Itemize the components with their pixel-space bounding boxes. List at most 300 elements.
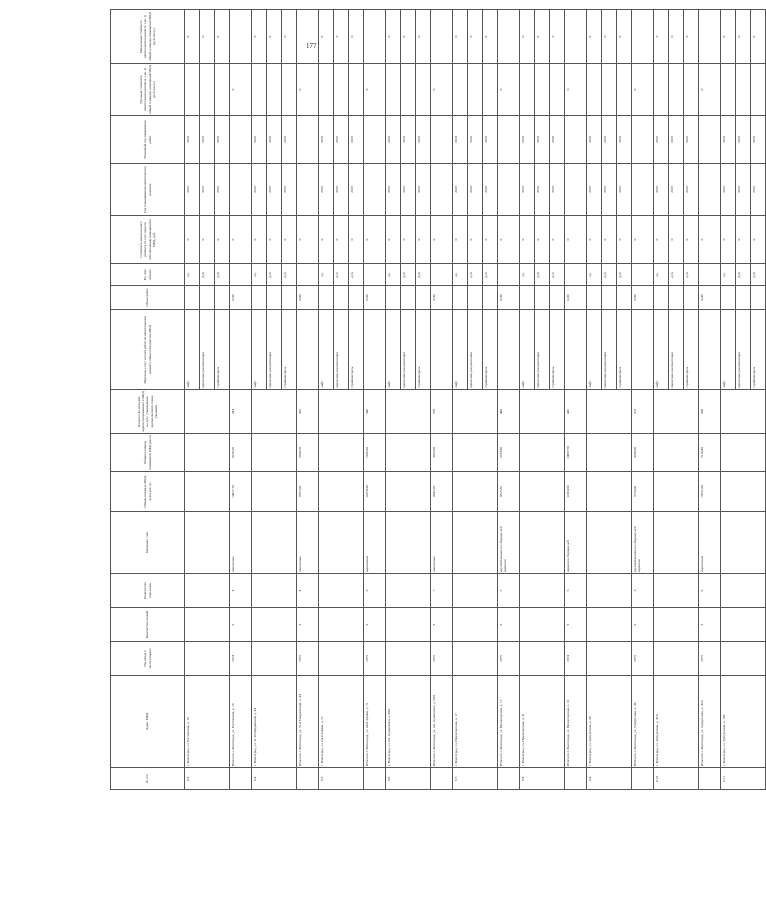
table-cell: проектная документация — [267, 310, 282, 390]
table-cell — [632, 310, 654, 390]
table-cell — [386, 642, 431, 676]
table-cell: 0 — [617, 10, 632, 64]
table-cell: г. Волгоград, ул. Ростовская, д. 19 — [185, 676, 230, 768]
table-cell: 0 — [297, 64, 319, 116]
table-cell: 0 — [252, 216, 267, 264]
table-cell — [520, 642, 565, 676]
table-cell: 0 — [431, 216, 453, 264]
table-cell: 0 — [386, 216, 401, 264]
table-cell: 6.4. — [252, 768, 297, 790]
table-cell: 2019 — [684, 164, 699, 216]
table-cell: 0 — [453, 10, 468, 64]
column-header: Год ввода в эксплуатацию — [111, 642, 185, 676]
table-cell: 6.11. — [721, 768, 766, 790]
table-cell: 0 — [334, 10, 349, 64]
table-cell — [699, 264, 721, 286]
table-cell — [453, 434, 498, 472]
table-cell — [632, 768, 654, 790]
table-cell: 0 — [453, 216, 468, 264]
table-cell — [185, 390, 230, 434]
table-cell: ед. — [520, 264, 535, 286]
table-cell: 2019 — [215, 164, 230, 216]
table-cell: 0 — [416, 216, 431, 264]
table-cell — [453, 608, 498, 642]
table-cell: 0 — [431, 64, 453, 116]
column-header: Количество этажей — [111, 608, 185, 642]
table-cell — [565, 264, 587, 286]
table-cell — [587, 434, 632, 472]
table-cell — [252, 642, 297, 676]
table-cell: проектная документация — [401, 310, 416, 390]
table-cell — [319, 64, 334, 116]
table-cell: 2019 — [282, 116, 297, 164]
table-cell — [185, 472, 230, 512]
table-cell: стройконтроль — [550, 310, 565, 390]
table-cell: кирпичные — [699, 512, 721, 574]
table-cell: Итого по г. Волгоград, ул. Удмуртская, д. 38 — [632, 676, 654, 768]
table-cell: 2018 — [483, 164, 498, 216]
table-cell: 0 — [349, 216, 364, 264]
table-cell: лифт — [386, 310, 401, 390]
table-cell: 2019 — [282, 164, 297, 216]
table-row — [699, 10, 721, 790]
table-cell: стройконтроль — [684, 310, 699, 390]
table-cell — [535, 64, 550, 116]
table-cell: руб. — [483, 264, 498, 286]
table-cell: 2018 — [535, 164, 550, 216]
table-cell: 2019 — [386, 116, 401, 164]
table-cell: проектная документация — [535, 310, 550, 390]
table-cell — [319, 390, 364, 434]
table-cell: 2018 — [535, 116, 550, 164]
table-cell: 0 — [721, 216, 736, 264]
table-cell — [654, 434, 699, 472]
table-cell: 0 — [364, 216, 386, 264]
table-cell — [520, 512, 565, 574]
table-cell — [364, 310, 386, 390]
table-cell — [654, 64, 669, 116]
table-cell: 6 — [699, 574, 721, 608]
table-cell — [587, 390, 632, 434]
table-cell — [230, 310, 252, 390]
table-cell — [252, 434, 297, 472]
table-cell — [520, 390, 565, 434]
table-cell: руб. — [349, 264, 364, 286]
table-cell — [185, 642, 230, 676]
table-cell: каркасно-сборные ж/б — [565, 512, 587, 574]
table-cell: 11453,90 — [565, 472, 587, 512]
table-cell — [602, 286, 617, 310]
table-cell: 0 — [230, 216, 252, 264]
table-cell: 0 — [565, 216, 587, 264]
table-cell — [498, 310, 520, 390]
table-cell: 4 — [297, 574, 319, 608]
table-cell: 0 — [684, 10, 699, 64]
table-cell: 1975 — [297, 642, 319, 676]
table-cell — [334, 286, 349, 310]
table-cell — [297, 164, 319, 216]
table-cell: 2018 — [468, 164, 483, 216]
table-cell — [185, 434, 230, 472]
table-cell: руб. — [468, 264, 483, 286]
table-cell: руб. — [401, 264, 416, 286]
table-cell: руб. — [617, 264, 632, 286]
table-cell: 11070,30 — [364, 472, 386, 512]
table-cell — [498, 768, 520, 790]
table-cell — [431, 768, 453, 790]
table-cell — [468, 64, 483, 116]
table-cell: 0 — [736, 216, 751, 264]
table-cell: 6.6. — [386, 768, 431, 790]
table-cell: 0,00 — [364, 286, 386, 310]
table-cell: 335 — [297, 390, 319, 434]
table-cell: 0 — [654, 10, 669, 64]
table-cell: проектная документация — [736, 310, 751, 390]
table-cell: 1974 — [565, 642, 587, 676]
table-row — [498, 10, 520, 790]
table-cell — [230, 10, 252, 64]
table-cell — [453, 472, 498, 512]
table-cell: крупноблочные из сборных ж/б каркасов — [498, 512, 520, 574]
table-cell — [230, 116, 252, 164]
table-cell: 5 — [498, 574, 520, 608]
table-cell: 0,00 — [565, 286, 587, 310]
table-cell — [654, 472, 699, 512]
table-cell: г. Волгоград, ул. Пролетарская, д. 17 — [453, 676, 498, 768]
table-cell — [319, 434, 364, 472]
table-cell — [498, 116, 520, 164]
table-cell: Итого по г. Волгоград, ул. им. Одоевского, д. 68А — [431, 676, 453, 768]
table-cell: 0 — [297, 216, 319, 264]
table-cell: 0 — [334, 216, 349, 264]
table-cell — [252, 608, 297, 642]
table-cell: 0 — [751, 10, 766, 64]
table-cell — [386, 434, 431, 472]
table-cell — [587, 642, 632, 676]
table-cell: стройконтроль — [349, 310, 364, 390]
table-cell: руб. — [669, 264, 684, 286]
table-cell: 1975 — [632, 642, 654, 676]
table-cell: руб. — [267, 264, 282, 286]
table-cell: 0 — [736, 10, 751, 64]
table-cell: руб. — [602, 264, 617, 286]
table-cell: 2019 — [602, 116, 617, 164]
table-cell: 0 — [498, 64, 520, 116]
table-cell — [565, 310, 587, 390]
table-cell: Итого по г. Волгоград, ул. Пролетарская, д. 31 — [565, 676, 587, 768]
table-cell — [364, 164, 386, 216]
table-cell: руб. — [334, 264, 349, 286]
table-cell: 2019 — [267, 164, 282, 216]
table-cell — [617, 64, 632, 116]
table-cell: 0 — [401, 216, 416, 264]
table-cell: г. Волгоград, ул. Удмуртская, д. 47А — [654, 676, 699, 768]
table-cell: г. Волгоград, ул. им. Одоевского, д. 68А — [386, 676, 431, 768]
column-header: Удельная стоимость капитального ремонта 1 кв. м общей площади помещений МКД (руб./кв.м.) — [111, 64, 185, 116]
table-cell — [520, 434, 565, 472]
table-cell: 0 — [721, 10, 736, 64]
table-cell: панельные — [230, 512, 252, 574]
table-cell: стройконтроль — [483, 310, 498, 390]
table-cell: 279 — [431, 390, 453, 434]
table-cell: 0 — [520, 10, 535, 64]
table-cell: 9 — [431, 608, 453, 642]
table-cell — [751, 64, 766, 116]
column-header: Предельная стоимость капитального ремонта 1 кв. м общей площади помещений МКД (руб./кв.м.) — [111, 10, 185, 64]
table-row — [520, 10, 535, 790]
table-cell: 0 — [699, 64, 721, 116]
table-cell — [386, 472, 431, 512]
table-cell: г. Волгоград, ул. Удмуртская, д. 38 — [587, 676, 632, 768]
table-cell — [185, 574, 230, 608]
table-cell — [386, 574, 431, 608]
table-cell: 0 — [468, 216, 483, 264]
table-cell: 2019 — [751, 116, 766, 164]
table-cell — [654, 390, 699, 434]
table-cell: 2019 — [334, 164, 349, 216]
table-cell — [498, 10, 520, 64]
column-header: Ед. изм. объема — [111, 264, 185, 286]
column-header: Год планирования капитального ремонта — [111, 164, 185, 216]
table-cell: 0 — [267, 216, 282, 264]
table-cell: Итого по г. Волгоград, ул. Пролетарская, д. 17 — [498, 676, 520, 768]
table-cell — [252, 286, 267, 310]
table-cell: 2018 — [453, 164, 468, 216]
table-cell: 1975 — [431, 642, 453, 676]
table-cell: руб. — [200, 264, 215, 286]
table-cell: руб. — [416, 264, 431, 286]
table-cell: 6.5. — [319, 768, 364, 790]
table-cell: проектная документация — [669, 310, 684, 390]
table-cell: 0 — [669, 216, 684, 264]
table-cell: 273 — [632, 390, 654, 434]
table-cell: 3 — [632, 574, 654, 608]
table-cell: 2019 — [602, 164, 617, 216]
table-cell: 546 — [364, 390, 386, 434]
column-header: Стоимость капитального ремонта за счет средств собственников помещений в МКД, руб. — [111, 216, 185, 264]
table-cell — [252, 512, 297, 574]
table-cell — [550, 64, 565, 116]
table-cell: 2019 — [617, 164, 632, 216]
table-cell — [364, 264, 386, 286]
table-cell — [632, 264, 654, 286]
table-cell: 2019 — [200, 116, 215, 164]
table-cell: 2018 — [520, 116, 535, 164]
table-cell: 0 — [282, 216, 297, 264]
table-cell: 2019 — [684, 116, 699, 164]
table-cell: 0 — [550, 10, 565, 64]
table-cell — [319, 642, 364, 676]
table-cell: 0,00 — [431, 286, 453, 310]
table-cell — [319, 574, 364, 608]
table-body — [185, 10, 766, 790]
table-cell — [431, 116, 453, 164]
table-cell — [252, 390, 297, 434]
table-cell — [699, 768, 721, 790]
table-cell: 2019 — [617, 116, 632, 164]
table-cell: 2018 — [483, 116, 498, 164]
table-cell: 0,00 — [230, 286, 252, 310]
table-cell: 2019 — [416, 116, 431, 164]
table-cell: 10097,70 — [565, 434, 587, 472]
table-cell: 0 — [699, 216, 721, 264]
table-cell: 2019 — [736, 116, 751, 164]
table-cell: проектная документация — [602, 310, 617, 390]
table-cell: г. Волгоград, ул. Удмуртская, д. 103 — [721, 676, 766, 768]
table-cell: 2018 — [453, 116, 468, 164]
table-cell — [319, 286, 334, 310]
table-cell — [483, 286, 498, 310]
table-cell: 2019 — [654, 164, 669, 216]
table-cell: 0 — [215, 10, 230, 64]
table-cell — [185, 608, 230, 642]
table-cell — [252, 64, 267, 116]
table-cell — [498, 264, 520, 286]
table-cell: 0 — [684, 216, 699, 264]
table-cell — [684, 64, 699, 116]
table-cell: 2019 — [349, 116, 364, 164]
table-cell: 2019 — [386, 164, 401, 216]
table-cell — [252, 574, 297, 608]
table-cell — [416, 286, 431, 310]
table-cell — [699, 310, 721, 390]
table-cell: проектная документация — [334, 310, 349, 390]
table-cell: 2019 — [721, 116, 736, 164]
table-cell — [453, 642, 498, 676]
table-cell: руб. — [215, 264, 230, 286]
table-cell: 2019 — [587, 116, 602, 164]
table-cell: 0 — [602, 216, 617, 264]
table-cell — [565, 116, 587, 164]
table-cell: 2019 — [200, 164, 215, 216]
table-cell: Итого по г. Волгоград, ул. Удмуртская, д. 47А — [699, 676, 721, 768]
table-cell: стройконтроль — [751, 310, 766, 390]
table-cell: 0 — [617, 216, 632, 264]
table-cell — [364, 768, 386, 790]
column-header: Количество подъездов — [111, 574, 185, 608]
table-cell: 1975 — [498, 642, 520, 676]
table-cell — [267, 286, 282, 310]
table-cell: 9 — [632, 608, 654, 642]
table-cell: лифт — [721, 310, 736, 390]
table-cell: лифт — [587, 310, 602, 390]
table-cell: 2018 — [468, 116, 483, 164]
table-row — [297, 10, 319, 790]
repair-plan-table — [110, 9, 766, 790]
table-cell — [386, 390, 431, 434]
table-cell — [431, 310, 453, 390]
table-cell: 9815,32 — [498, 472, 520, 512]
table-cell — [721, 574, 766, 608]
table-cell — [431, 164, 453, 216]
table-row — [364, 10, 386, 790]
table-cell: 0 — [185, 216, 200, 264]
table-cell: 5776,00 — [632, 472, 654, 512]
table-cell — [520, 608, 565, 642]
table-cell: 0 — [654, 216, 669, 264]
table-cell: 7630,78 — [297, 434, 319, 472]
table-cell: 344 — [230, 390, 252, 434]
table-cell — [587, 472, 632, 512]
table-cell: 0,00 — [699, 286, 721, 310]
table-cell — [453, 512, 498, 574]
table-cell — [721, 390, 766, 434]
table-cell — [483, 64, 498, 116]
table-cell: 10751,60 — [699, 472, 721, 512]
column-header: Плановый год завершения работ — [111, 116, 185, 164]
table-cell — [185, 512, 230, 574]
table-cell — [297, 116, 319, 164]
table-cell — [736, 286, 751, 310]
table-cell — [684, 286, 699, 310]
table-cell — [364, 116, 386, 164]
table-cell: 208 — [699, 390, 721, 434]
table-cell: 2019 — [736, 164, 751, 216]
table-cell: 5 — [565, 574, 587, 608]
column-header: Адрес МКД — [111, 676, 185, 768]
table-cell: 2019 — [349, 164, 364, 216]
table-cell: 2019 — [669, 116, 684, 164]
table-cell: 0 — [200, 10, 215, 64]
table-cell — [334, 64, 349, 116]
page-number: 177 — [306, 42, 317, 50]
table-cell: стройконтроль — [416, 310, 431, 390]
table-row — [587, 10, 602, 790]
table-cell — [453, 390, 498, 434]
table-cell: руб. — [736, 264, 751, 286]
table-cell: 0 — [185, 10, 200, 64]
table-cell — [699, 10, 721, 64]
table-cell: 0 — [319, 216, 334, 264]
table-cell — [721, 64, 736, 116]
table-cell: 9 — [297, 608, 319, 642]
table-cell — [721, 512, 766, 574]
table-row — [230, 10, 252, 790]
table-cell — [565, 768, 587, 790]
table-cell: 0 — [587, 10, 602, 64]
table-cell: 0 — [200, 216, 215, 264]
table-cell: 10417,70 — [230, 472, 252, 512]
table-row — [252, 10, 267, 790]
table-cell: 9 — [565, 608, 587, 642]
table-cell: 2019 — [334, 116, 349, 164]
table-cell: 2019 — [751, 164, 766, 216]
table-cell: 7299,20 — [364, 434, 386, 472]
table-cell: 448 — [498, 390, 520, 434]
table-cell: руб. — [684, 264, 699, 286]
table-cell: 8797,08 — [297, 472, 319, 512]
table-cell — [587, 608, 632, 642]
table-cell — [654, 642, 699, 676]
table-cell: 2019 — [416, 164, 431, 216]
table-cell — [319, 608, 364, 642]
table-cell — [200, 64, 215, 116]
table-cell: проектная документация — [468, 310, 483, 390]
table-cell — [297, 310, 319, 390]
table-cell: 2019 — [401, 164, 416, 216]
table-cell: лифт — [520, 310, 535, 390]
table-cell: руб. — [751, 264, 766, 286]
table-cell — [520, 286, 535, 310]
table-cell — [721, 472, 766, 512]
table-cell: 0 — [632, 216, 654, 264]
table-cell: лифт — [252, 310, 267, 390]
table-cell — [200, 286, 215, 310]
table-cell — [297, 264, 319, 286]
table-cell — [535, 286, 550, 310]
table-cell: 2019 — [215, 116, 230, 164]
table-cell: Итого по г. Волгоград, ул. 64-й Армии, д. 71 — [364, 676, 386, 768]
